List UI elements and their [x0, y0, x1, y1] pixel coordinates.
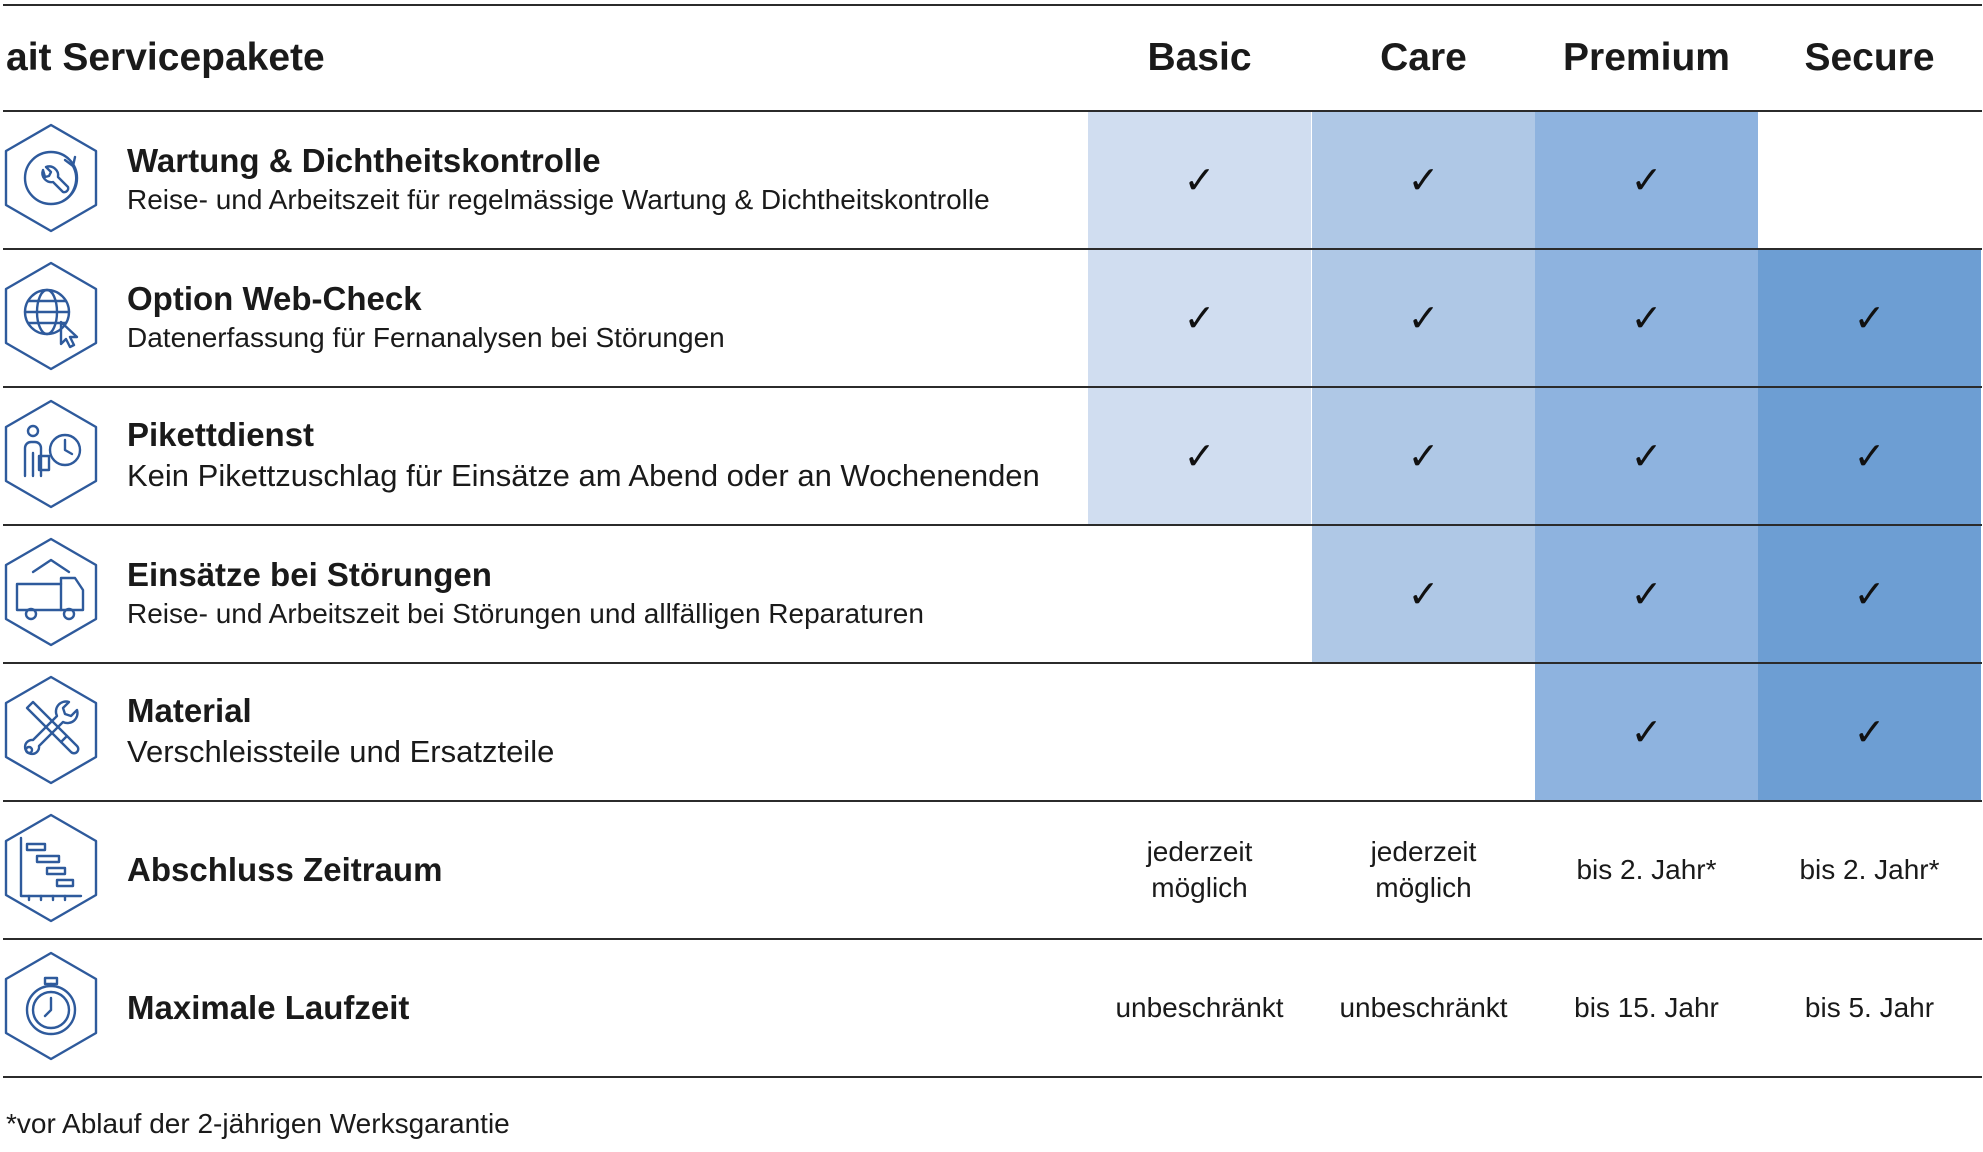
row-title: Maximale Laufzeit [127, 989, 410, 1026]
table-row [0, 250, 1983, 386]
row-label [127, 802, 1087, 938]
row-description: Reise- und Arbeitszeit bei Störungen und allfälligen Reparaturen [127, 598, 924, 629]
row-description: Reise- und Arbeitszeit für regelmässige Wartung & Dichtheitskontrolle [127, 184, 990, 215]
table-row [0, 526, 1983, 662]
check-mark-icon: ✓ [1853, 434, 1886, 478]
service-van-house-icon [3, 536, 99, 648]
check-mark-icon: ✓ [1407, 158, 1440, 202]
row-label [127, 940, 1087, 1076]
cell-basic [1088, 802, 1311, 938]
check-mark-icon: ✓ [1630, 296, 1663, 340]
tools-crossed-icon [3, 674, 99, 786]
cell-basic [1088, 250, 1311, 386]
check-mark-icon: ✓ [1183, 158, 1216, 202]
cell-secure [1758, 388, 1981, 524]
row-title: Einsätze bei Störungen [127, 556, 492, 593]
check-mark-icon: ✓ [1183, 296, 1216, 340]
gantt-chart-icon [3, 812, 99, 924]
table-row [0, 940, 1983, 1076]
check-mark-icon: ✓ [1853, 296, 1886, 340]
cell-premium [1535, 526, 1758, 662]
check-mark-icon: ✓ [1407, 296, 1440, 340]
cell-care [1312, 112, 1535, 248]
row-description: Kein Pikettzuschlag für Einsätze am Abend oder an Wochenenden [127, 458, 1040, 493]
cell-premium [1535, 940, 1758, 1076]
cell-care [1312, 664, 1535, 800]
check-mark-icon: ✓ [1630, 710, 1663, 754]
check-mark-icon: ✓ [1853, 572, 1886, 616]
cell-basic [1088, 112, 1311, 248]
footnote: *vor Ablauf der 2-jährigen Werksgarantie [6, 1108, 510, 1139]
cell-value: unbeschränkt [1339, 992, 1508, 1023]
cell-care [1312, 526, 1535, 662]
row-title: Option Web-Check [127, 280, 422, 317]
cell-care [1312, 802, 1535, 938]
stopwatch-icon [3, 950, 99, 1062]
row-description: Verschleissteile und Ersatzteile [127, 734, 555, 769]
check-mark-icon: ✓ [1407, 434, 1440, 478]
column-header-secure: Secure [1804, 36, 1935, 79]
cell-care [1312, 940, 1535, 1076]
check-mark-icon: ✓ [1630, 158, 1663, 202]
cell-secure [1758, 802, 1981, 938]
row-title: Wartung & Dichtheitskontrolle [127, 142, 601, 179]
table-row [0, 664, 1983, 800]
cell-basic [1088, 664, 1311, 800]
cell-value: unbeschränkt [1115, 992, 1284, 1023]
cell-value: bis 2. Jahr* [1576, 854, 1717, 885]
cell-premium [1535, 664, 1758, 800]
table-row [0, 388, 1983, 524]
row-title: Material [127, 692, 252, 729]
cell-value: bis 2. Jahr* [1799, 854, 1940, 885]
cell-premium [1535, 112, 1758, 248]
cell-secure [1758, 250, 1981, 386]
cell-value: bis 15. Jahr [1574, 992, 1719, 1023]
table-row [0, 802, 1983, 938]
cell-basic [1088, 940, 1311, 1076]
column-header-basic: Basic [1147, 36, 1252, 79]
check-mark-icon: ✓ [1183, 434, 1216, 478]
cell-premium [1535, 388, 1758, 524]
cell-value: bis 5. Jahr [1804, 992, 1935, 1023]
table-title: ait Servicepakete [6, 36, 325, 79]
row-description: Datenerfassung für Fernanalysen bei Störungen [127, 322, 725, 353]
cell-secure [1758, 940, 1981, 1076]
cell-care [1312, 250, 1535, 386]
check-mark-icon: ✓ [1407, 572, 1440, 616]
cell-care [1312, 388, 1535, 524]
cell-secure [1758, 664, 1981, 800]
table-bottom-rule [3, 1076, 1982, 1078]
row-label [127, 526, 1087, 662]
row-label [127, 664, 1087, 800]
row-label [127, 388, 1087, 524]
cell-basic [1088, 388, 1311, 524]
check-mark-icon: ✓ [1853, 710, 1886, 754]
cell-value: jederzeit möglich [1146, 836, 1253, 903]
row-title: Pikettdienst [127, 416, 315, 453]
row-title: Abschluss Zeitraum [127, 851, 443, 888]
person-clock-icon [3, 398, 99, 510]
cell-secure [1758, 526, 1981, 662]
table-header [0, 5, 1983, 110]
row-label [127, 250, 1087, 386]
cell-basic [1088, 526, 1311, 662]
maintenance-wrench-cycle-icon [3, 122, 99, 234]
cell-value: jederzeit möglich [1370, 836, 1477, 903]
check-mark-icon: ✓ [1630, 434, 1663, 478]
column-header-premium: Premium [1563, 36, 1730, 79]
cell-premium [1535, 802, 1758, 938]
cell-secure [1758, 112, 1981, 248]
cell-premium [1535, 250, 1758, 386]
check-mark-icon: ✓ [1630, 572, 1663, 616]
globe-cursor-icon [3, 260, 99, 372]
table-row [0, 112, 1983, 248]
column-header-care: Care [1380, 36, 1467, 79]
row-label [127, 112, 1087, 248]
